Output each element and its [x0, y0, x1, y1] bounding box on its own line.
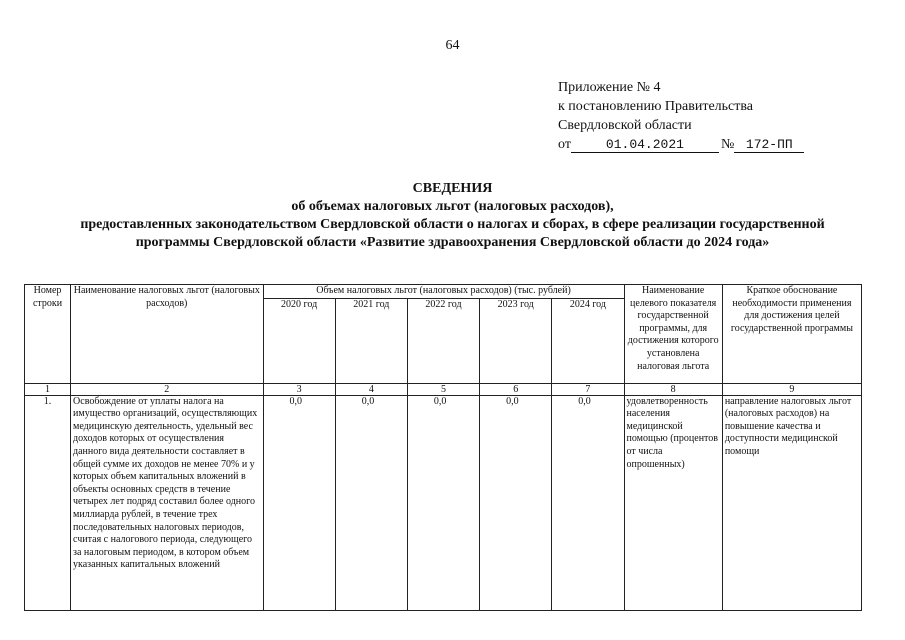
appendix-date-number: [558, 135, 804, 154]
value-2023: 0,0: [480, 395, 552, 610]
benefit-name: Освобождение от уплаты налога на имущество организаций, осуществляющих медицинскую деятельность, удельный вес доходов которых от осуществления данного вида деятельности составляет в общей сумме их доходов не менее 70% и у которых объем капитальных вложений в объекты основных средств в течение четырех лет подряд составил более одного миллиарда рублей, в течение трех последовательных налоговых периодов, считая с налогового периода, следующего за налоговым периодом, в котором объем указанных капитальных вложений: [71, 395, 264, 610]
heading-title: СВЕДЕНИЯ: [412, 181, 493, 196]
number-label: №: [720, 137, 735, 152]
tax-benefits-table: [24, 284, 862, 611]
page-number: 64: [445, 38, 460, 53]
header-justification: Краткое обоснование необходимости применения для достижения целей государственной программы: [722, 285, 861, 384]
column-index: 6: [480, 383, 552, 395]
column-index: 3: [263, 383, 335, 395]
heading-line-4: программы Свердловской области «Развитие здравоохранения Свердловской области до 2024 года»: [135, 235, 770, 250]
value-2021: 0,0: [335, 395, 407, 610]
justification: направление налоговых льгот (налоговых расходов) на повышение качества и доступности медицинской помощи: [722, 395, 861, 610]
table-row: [25, 395, 862, 610]
header-volume: Объем налоговых льгот (налоговых расходов) (тыс. рублей): [263, 285, 624, 299]
row-number: 1.: [25, 395, 71, 610]
document-heading: [0, 180, 905, 252]
column-index: 2: [71, 383, 264, 395]
header-benefit-name: Наименование налоговых льгот (налоговых расходов): [71, 285, 264, 384]
appendix-block: [558, 78, 804, 154]
heading-line-2: об объемах налоговых льгот (налоговых расходов),: [291, 199, 614, 214]
column-index: 1: [25, 383, 71, 395]
column-index: 4: [335, 383, 407, 395]
header-year-2024: 2024 год: [552, 298, 624, 383]
column-index: 5: [407, 383, 479, 395]
header-target-indicator: Наименование целевого показателя государственной программы, для достижения которого установлена налоговая льгота: [624, 285, 722, 384]
header-year-2022: 2022 год: [407, 298, 479, 383]
column-index-row: [25, 383, 862, 395]
value-2022: 0,0: [407, 395, 479, 610]
value-2024: 0,0: [552, 395, 624, 610]
appendix-region: Свердловской области: [558, 118, 692, 133]
column-index: 9: [722, 383, 861, 395]
header-year-2023: 2023 год: [480, 298, 552, 383]
resolution-date: 01.04.2021: [571, 137, 719, 153]
target-indicator: удовлетворенность населения медицинской помощью (процентов от числа опрошенных): [624, 395, 722, 610]
from-label: от: [558, 137, 571, 152]
resolution-number: 172-ПП: [734, 137, 804, 153]
header-year-2020: 2020 год: [263, 298, 335, 383]
header-year-2021: 2021 год: [335, 298, 407, 383]
column-index: 7: [552, 383, 624, 395]
appendix-resolution: к постановлению Правительства: [558, 99, 754, 114]
appendix-title: Приложение № 4: [558, 80, 661, 95]
value-2020: 0,0: [263, 395, 335, 610]
header-row-number: Номер строки: [25, 285, 71, 384]
heading-line-3: предоставленных законодательством Свердловской области о налогах и сборах, в сфере реализации государственной: [80, 217, 825, 232]
column-index: 8: [624, 383, 722, 395]
